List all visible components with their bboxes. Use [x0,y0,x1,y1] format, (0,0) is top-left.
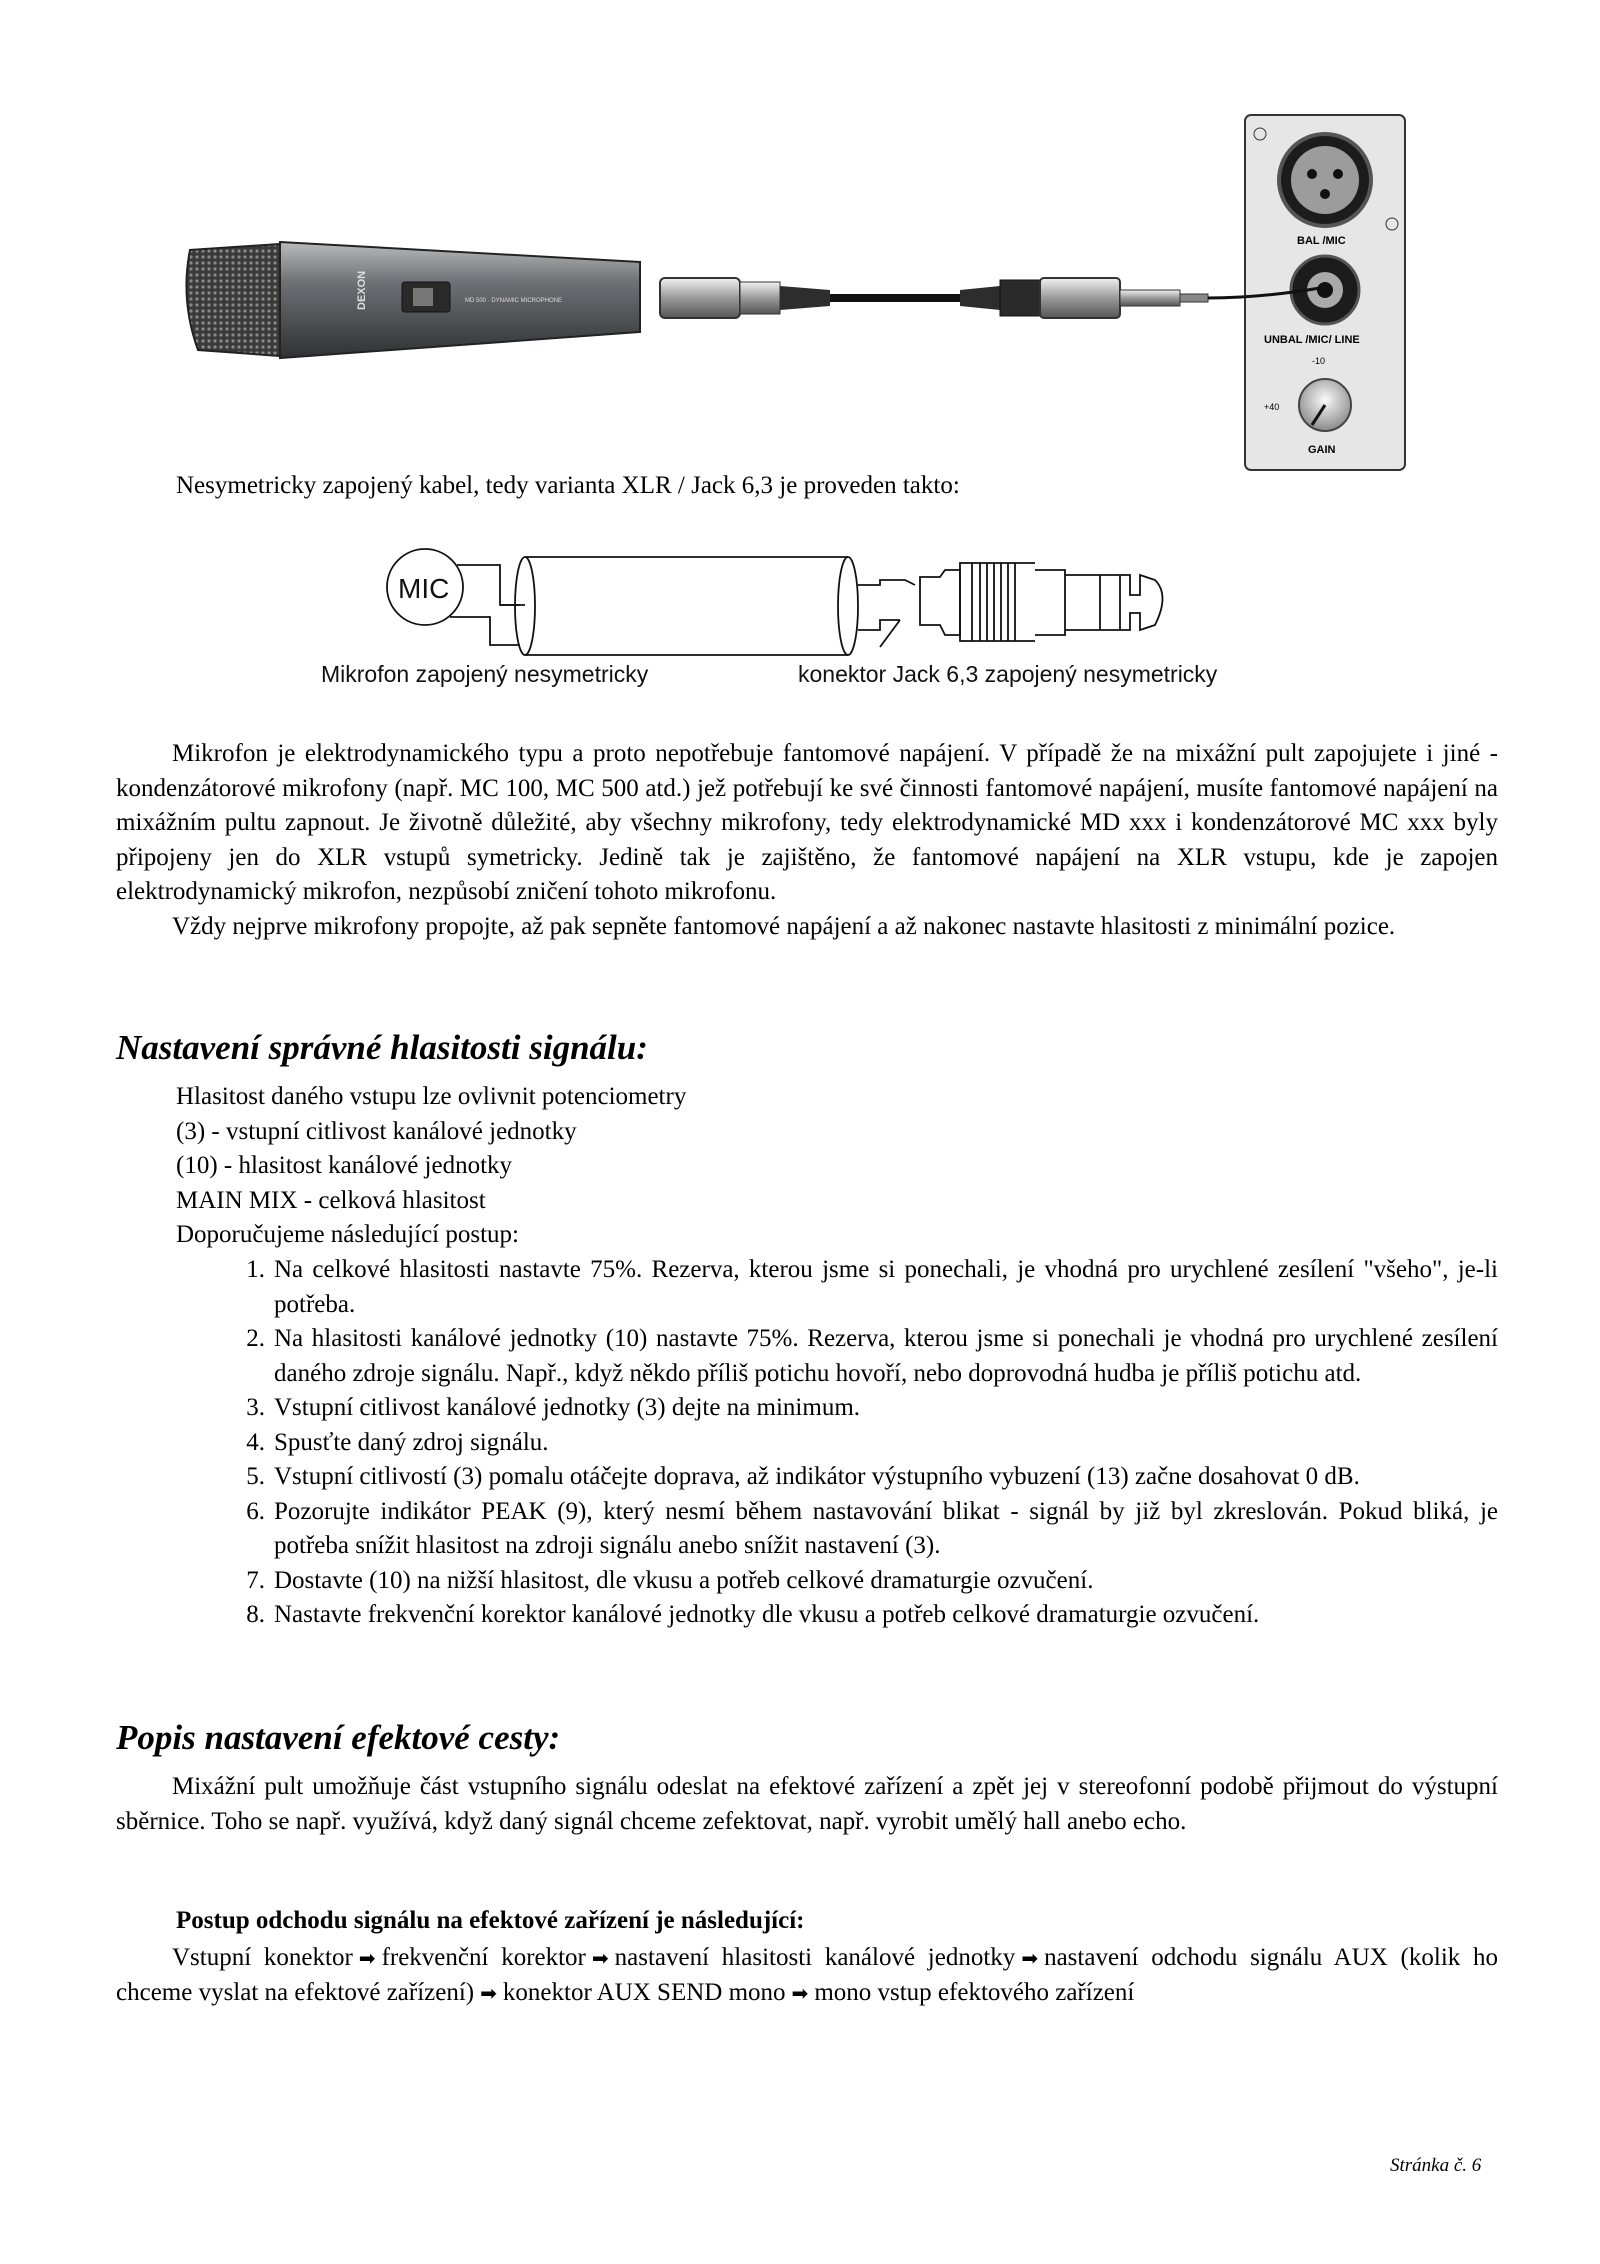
panel-label-bal: BAL /MIC [1297,235,1346,247]
list-item: 6. Pozorujte indikátor PEAK (9), který nesmí během nastavování blikat - signál by již byl zkreslován. Pokud bliká, je potřeba snížit hlasitost na zdroji signálu anebo snížit nastavení (3). [246,1497,1498,1559]
steps-list [246,1253,1498,1633]
page-number: Stránka č. 6 [1390,2155,1482,2176]
mic-brand-text: DEXON [356,270,368,310]
cable-shield [525,557,848,655]
microphone-cable-panel-figure [170,110,1410,480]
list-item: 2. Na hlasitosti kanálové jednotky (10) nastavte 75%. Rezerva, kterou jsme si ponechali je vhodná pro urychlené zesílení daného zdroje signálu. Např., když někdo příliš potichu hovoří, nebo doprovodná hudba je příliš potichu atd. [246,1325,1498,1387]
flow-step: nastavení hlasitosti kanálové jednotky [614,1944,1016,1971]
flow-step: mono vstup efektového zařízení [814,1978,1135,2006]
mic-model-text: MD 500 · DYNAMIC MICROPHONE [465,298,563,304]
list-item: 8. Nastavte frekvenční korektor kanálové jednotky dle vkusu a potřeb celkové dramaturgie ozvučení. [246,1601,1260,1628]
jack-connector-icon [960,278,1208,318]
arrow-right-icon: ➡ [358,1946,376,1970]
panel-label-max: +40 [1264,402,1280,412]
wiring-caption-left: Mikrofon zapojený nesymetricky [321,661,649,687]
volume-line: (3) - vstupní citlivost kanálové jednotky [176,1117,577,1145]
effects-paragraph-block [116,1770,1498,1839]
volume-intro-lines [176,1080,686,1253]
volume-line: MAIN MIX - celková hlasitost [176,1186,486,1214]
list-item: 4. Spusťte daný zdroj signálu. [246,1428,549,1456]
xlr-connector-icon [660,278,830,318]
panel-label-unbal: UNBAL /MIC/ LINE [1264,334,1360,346]
volume-line: Hlasitost daného vstupu lze ovlivnit potenciometry [176,1083,687,1110]
signal-flow [116,1941,1498,2010]
body-paragraphs [116,737,1498,944]
intro-line: Nesymetricky zapojený kabel, tedy varianta XLR / Jack 6,3 je proveden takto: [176,472,960,499]
heading-effects-path: Popis nastavení efektové cesty: [116,1718,561,1757]
list-item: 1. Na celkové hlasitosti nastavte 75%. Rezerva, kterou jsme si ponechali, je vhodná pro urychlené zesílení "všeho", je-li potřeba. [246,1256,1498,1318]
list-item: 5. Vstupní citlivostí (3) pomalu otáčejte doprava, až indikátor výstupního vybuzení (13) začne dosahovat 0 dB. [246,1463,1360,1490]
wiring-caption-right: konektor Jack 6,3 zapojený nesymetricky [798,661,1218,687]
arrow-right-icon: ➡ [480,1980,497,2005]
panel-label-gain: GAIN [1308,444,1336,456]
list-item: 7. Dostavte (10) na nižší hlasitost, dle vkusu a potřeb celkové dramaturgie ozvučení. [246,1566,1094,1594]
arrow-right-icon: ➡ [1021,1946,1039,1970]
flow-step: Vstupní konektor [172,1944,353,1971]
panel-label-min: -10 [1312,356,1326,366]
paragraph-effects: Mixážní pult umožňuje část vstupního signálu odeslat na efektové zařízení a zpět jej v stereofonní podobě přijmout do výstupní sběrnice. Toho se např. využívá, když daný signál chceme zefektovat, např. vyrobit umělý hall anebo echo. [116,1773,1498,1835]
arrow-right-icon: ➡ [791,1980,809,2005]
jack-plug-symbol [920,563,1163,641]
subheading-signal-flow: Postup odchodu signálu na efektové zařízení je následující: [176,1907,805,1934]
flow-step: nastavení odchodu signálu AUX (kolik ho chceme vyslat na efektové zařízení) [116,1944,1499,2006]
list-item: 3. Vstupní citlivost kanálové jednotky (3) dejte na minimum. [246,1394,861,1421]
heading-volume-setup: Nastavení správné hlasitosti signálu: [116,1028,648,1067]
paragraph-phantom-power: Mikrofon je elektrodynamického typu a proto nepotřebuje fantomové napájení. V případě že na mixážní pult zapojujete i jiné - kondenzátorové mikrofony (např. MC 100, MC 500 atd.) jež potřebují ke své činnosti fantomové napájení, musíte fantomové napájení na mixážním pultu zapnout. Je životně důležité, aby všechny mikrofony, tedy elektrodynamické MD xxx i kondenzátorové MC xxx byly připojeny jen do XLR vstupů symetricky. Jedině tak je zajištěno, že fantomové napájení na XLR vstupu, kde je zapojen elektrodynamický mikrofon, nezpůsobí zničení tohoto mikrofonu. [116,740,1498,905]
input-panel-icon [1208,115,1405,470]
microphone-icon [186,242,640,358]
arrow-right-icon: ➡ [591,1946,609,1970]
volume-line: (10) - hlasitost kanálové jednotky [176,1152,513,1179]
mic-label: MIC [398,573,450,604]
paragraph-order: Vždy nejprve mikrofony propojte, až pak sepněte fantomové napájení a až nakonec nastavte hlasitosti z minimální pozice. [172,912,1396,940]
flow-step: konektor AUX SEND mono [502,1978,786,2006]
volume-line: Doporučujeme následující postup: [176,1221,519,1248]
flow-step: frekvenční korektor [381,1944,586,1971]
